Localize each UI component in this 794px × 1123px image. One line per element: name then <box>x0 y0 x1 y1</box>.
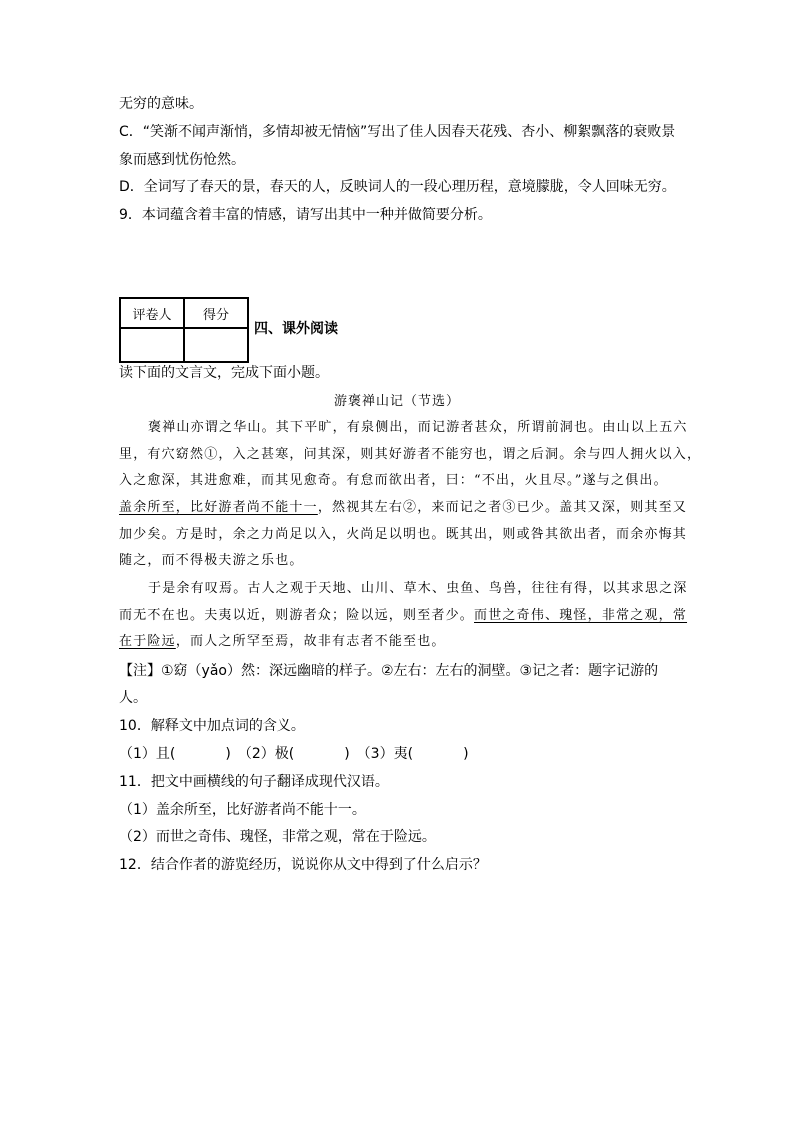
passage-title: 游褒禅山记（节选） <box>333 394 460 409</box>
section-title: 四、课外阅读 <box>254 321 338 337</box>
question-9: 9．本词蕴含着丰富的情感，请写出其中一种并做简要分析。 <box>119 207 492 223</box>
passage-text: ，而人之所罕至焉，故非有志者不能至也。 <box>175 634 446 649</box>
note-line: 【注】①窈（yǎo）然：深远幽暗的样子。②左右：左右的洞壁。③记之者：题字记游的 <box>119 663 659 679</box>
q10-item-1: （1）且( <box>119 746 176 762</box>
q10-item-2: ) （2）极( <box>225 746 295 762</box>
underlined-sentence-2b: 在于险远 <box>119 634 176 649</box>
option-c: C．“笑渐不闻声渐悄，多情却被无情恼”写出了佳人因春天花残、杏小、柳絮飘落的衰败景 <box>119 124 676 140</box>
question-11-2: （2）而世之奇伟、瑰怪，非常之观，常在于险远。 <box>119 829 436 845</box>
passage-line: 于是余有叹焉。古人之观于天地、山川、草木、虫鱼、鸟兽，往往有得，以其求思之深 <box>148 581 688 596</box>
question-12: 12．结合作者的游览经历，说说你从文中得到了什么启示？ <box>119 857 487 873</box>
passage-line <box>119 606 687 626</box>
q10-close: ) <box>463 746 469 762</box>
passage-text: ，然视其左右②，来而记之者③已少。盖其又深，则其至又 <box>317 500 688 515</box>
passage-line: 褒禅山亦谓之华山。其下平旷，有泉侧出，而记游者甚众，所谓前洞也。由山以上五六 <box>148 420 688 435</box>
grader-header: 评卷人 <box>120 298 184 328</box>
question-10: 10．解释文中加点词的含义。 <box>119 718 305 734</box>
question-11: 11．把文中画横线的句子翻译成现代汉语。 <box>119 774 389 790</box>
note-line: 人。 <box>119 690 147 706</box>
score-table <box>119 297 249 363</box>
passage-line: 随之，而不得极夫游之乐也。 <box>119 553 304 568</box>
question-10-items <box>119 744 469 764</box>
passage-line: 加少矣。方是时，余之力尚足以入，火尚足以明也。既其出，则或咎其欲出者，而余亦悔其 <box>119 527 688 542</box>
passage-line: 入之愈深，其进愈难，而其见愈奇。有怠而欲出者，曰：“不出，火且尽。”遂与之俱出。 <box>119 473 668 488</box>
passage-text: 而无不在也。夫夷以近，则游者众；险以远，则至者少。 <box>119 608 475 623</box>
option-d: D．全词写了春天的景，春天的人，反映词人的一段心理历程，意境朦胧，令人回味无穷。 <box>119 179 676 195</box>
grader-cell <box>120 328 184 362</box>
question-11-1: （1）盖余所至，比好游者尚不能十一。 <box>119 802 366 818</box>
underlined-sentence-2a: 而世之奇伟、瑰怪，非常之观，常 <box>474 608 688 623</box>
text-line: 象而感到忧伤怆然。 <box>119 152 245 168</box>
passage-line <box>119 498 687 518</box>
underlined-sentence-1: 盖余所至，比好游者尚不能十一 <box>119 500 318 515</box>
passage-line: 里，有穴窈然①，入之甚寒，问其深，则其好游者不能穷也，谓之后洞。余与四人拥火以入， <box>119 447 702 462</box>
score-cell <box>184 328 248 362</box>
passage-line <box>119 632 446 652</box>
q10-item-3: ) （3）夷( <box>344 746 414 762</box>
instruction: 读下面的文言文，完成下面小题。 <box>119 365 329 381</box>
score-header: 得分 <box>184 298 248 328</box>
text-line: 无穷的意味。 <box>119 96 203 112</box>
